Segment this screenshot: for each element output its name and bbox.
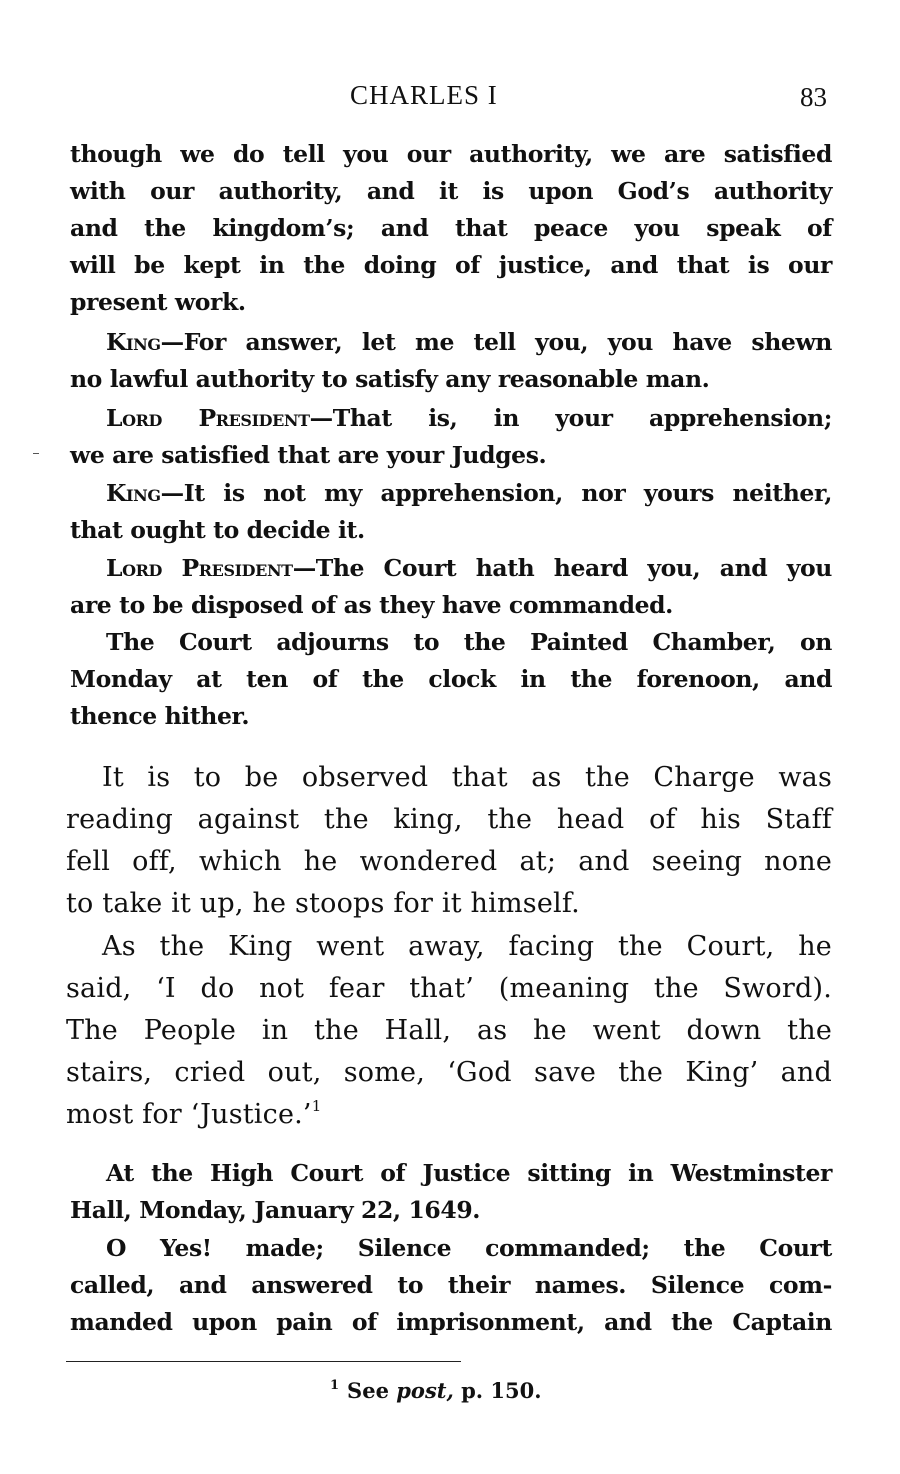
narrative-line: said, ‘I do not fear that’ (meaning the Sword). <box>66 973 832 1004</box>
text-line: thence hither. <box>70 702 250 730</box>
narrative-line: stairs, cried out, some, ‘God save the King’ and <box>66 1057 832 1088</box>
speaker-name: King <box>106 328 161 356</box>
text-line: are to be disposed of as they have commanded. <box>70 591 673 619</box>
speech-text: —It is not my apprehension, nor yours neither, <box>160 479 832 507</box>
footnote-see: See <box>347 1378 389 1403</box>
speech-text: —For answer, let me tell you, you have shewn <box>160 328 832 356</box>
running-head <box>0 80 900 120</box>
text-line: we are satisfied that are your Judges. <box>70 441 547 469</box>
text-line: no lawful authority to satisfy any reasonable man. <box>70 365 710 393</box>
text-line: and the kingdom’s; and that peace you speak of <box>70 214 832 242</box>
text-line: will be kept in the doing of justice, and that is our <box>70 251 832 279</box>
speech-line <box>70 479 832 507</box>
speech-text: —The Court hath heard you, and you <box>292 554 832 582</box>
text-line: At the High Court of Justice sitting in Westminster <box>106 1159 832 1187</box>
text-line: The Court adjourns to the Painted Chamber, on <box>106 628 832 656</box>
narrative-text: most for ‘Justice.’ <box>66 1099 312 1130</box>
speech-line <box>70 404 832 432</box>
footnote <box>330 1378 542 1403</box>
speaker-name: Lord President <box>106 554 293 582</box>
narrative-line: fell off, which he wondered at; and seeing none <box>66 846 832 877</box>
narrative-line: It is to be observed that as the Charge was <box>102 762 832 793</box>
text-line: present work. <box>70 288 246 316</box>
narrative-line <box>66 1099 832 1130</box>
margin-mark <box>33 453 39 454</box>
text-line: manded upon pain of imprisonment, and the Captain <box>70 1308 832 1336</box>
footnote-post: post, <box>396 1378 454 1403</box>
speaker-name: King <box>106 479 161 507</box>
text-line: with our authority, and it is upon God’s authority <box>70 177 832 205</box>
narrative-line: As the King went away, facing the Court, he <box>102 931 832 962</box>
narrative-line: The People in the Hall, as he went down the <box>66 1015 832 1046</box>
footnote-rule <box>66 1361 461 1362</box>
text-line: O Yes! made; Silence commanded; the Court <box>106 1234 832 1262</box>
text-line: called, and answered to their names. Silence com- <box>70 1271 832 1299</box>
speech-line <box>70 554 832 582</box>
footnote-page: p. 150. <box>461 1378 542 1403</box>
narrative-line: reading against the king, the head of his Staff <box>66 804 832 835</box>
text-line: Hall, Monday, January 22, 1649. <box>70 1196 481 1224</box>
narrative-line: to take it up, he stoops for it himself. <box>66 888 580 919</box>
running-title: CHARLES I <box>350 80 498 110</box>
text-line: though we do tell you our authority, we are satisfied <box>70 140 832 168</box>
footnote-marker: 1 <box>330 1378 340 1393</box>
page-number: 83 <box>800 82 827 112</box>
text-line: that ought to decide it. <box>70 516 365 544</box>
footnote-reference: 1 <box>311 1097 322 1115</box>
speaker-name: Lord President <box>106 404 310 432</box>
text-line: Monday at ten of the clock in the forenoon, and <box>70 665 832 693</box>
speech-line <box>70 328 832 356</box>
speech-text: —That is, in your apprehension; <box>309 404 832 432</box>
